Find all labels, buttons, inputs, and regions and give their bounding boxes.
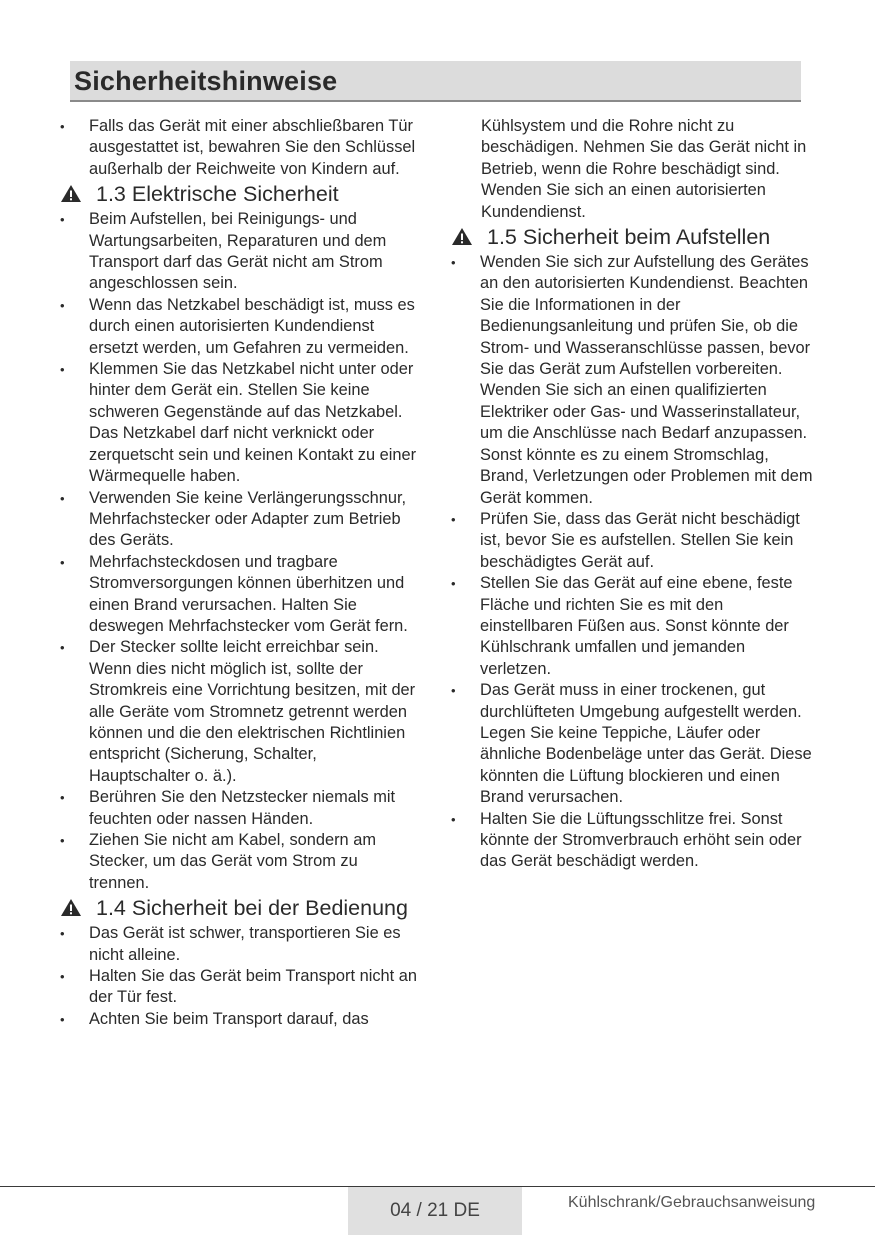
list-item: • Mehrfachsteckdosen und tragbare Stromversorgungen können überhitzen und einen Brand verursachen. Halten Sie deswegen Mehrfachstecker vom Gerät fern.	[60, 552, 422, 638]
list-item: • Der Stecker sollte leicht erreichbar sein. Wenn dies nicht möglich ist, sollte der Stromkreis eine Vorrichtung besitzen, mit der alle Geräte vom Stromnetz getrennt werden können und die den elektrischen Richtlinien entspricht (Sicherung, Schalter, Hauptschalter o. ä.).	[60, 637, 422, 787]
section-heading-text: 1.5 Sicherheit beim Aufstellen	[487, 225, 771, 250]
list-item: • Wenn das Netzkabel beschädigt ist, muss es durch einen autorisierten Kundendienst ersetzt werden, um Gefahren zu vermeiden.	[60, 295, 422, 359]
list-item: • Das Gerät ist schwer, transportieren Sie es nicht alleine.	[60, 923, 422, 966]
section-1-5-list	[451, 252, 817, 873]
page-title: Sicherheitshinweise	[74, 66, 338, 96]
section-header-bar	[70, 61, 801, 102]
section-heading-text: 1.4 Sicherheit bei der Bedienung	[96, 896, 408, 921]
list-item: • Stellen Sie das Gerät auf eine ebene, feste Fläche und richten Sie es mit den einstellbaren Füßen aus. Sonst könnte der Kühlschrank umfallen und jemanden verletzen.	[451, 573, 817, 680]
intro-list	[60, 116, 422, 180]
list-item: • Berühren Sie den Netzstecker niemals mit feuchten oder nassen Händen.	[60, 787, 422, 830]
list-item: • Prüfen Sie, dass das Gerät nicht beschädigt ist, bevor Sie es aufstellen. Stellen Sie kein beschädigtes Gerät auf.	[451, 509, 817, 573]
section-1-3-list	[60, 209, 422, 894]
section-1-4-list	[60, 923, 422, 1030]
section-heading-1-3	[60, 181, 422, 209]
section-heading-1-5	[451, 224, 817, 252]
continued-paragraph: Kühlsystem und die Rohre nicht zu beschädigen. Nehmen Sie das Gerät nicht in Betrieb, wenn die Rohre beschädigt sind. Wenden Sie sich an einen autorisierten Kundendienst.	[481, 117, 807, 221]
right-column	[451, 116, 817, 873]
list-item: • Wenden Sie sich zur Aufstellung des Gerätes an den autorisierten Kundendienst. Beachten Sie die Informationen in der Bedienungsanleitung und prüfen Sie, ob die Strom- und Wasseranschlüsse passen, bevor Sie das Gerät zum Aufstellen vorbereiten. Wenden Sie sich an einen qualifizierten Elektriker oder Gas- und Wasserinstallateur, um die Anschlüsse nach Bedarf anzupassen. Sonst könnte es zu einem Stromschlag, Brand, Verletzungen oder Problemen mit dem Gerät kommen.	[451, 252, 817, 509]
list-item: • Das Gerät muss in einer trockenen, gut durchlüfteten Umgebung aufgestellt werden. Legen Sie keine Teppiche, Läufer oder ähnliche Bodenbeläge unter das Gerät. Diese könnten die Lüftung blockieren und einen Brand verursachen.	[451, 680, 817, 808]
page-number: 04 / 21 DE	[348, 1187, 522, 1235]
warning-triangle-icon	[60, 183, 82, 209]
list-item: • Falls das Gerät mit einer abschließbaren Tür ausgestattet ist, bewahren Sie den Schlüssel außerhalb der Reichweite von Kindern auf.	[60, 116, 422, 180]
list-item: • Klemmen Sie das Netzkabel nicht unter oder hinter dem Gerät ein. Stellen Sie keine schweren Gegenstände auf das Netzkabel. Das Netzkabel darf nicht verknickt oder zerquetscht sein und keinen Kontakt zu einer Wärmequelle haben.	[60, 359, 422, 487]
list-item: • Ziehen Sie nicht am Kabel, sondern am Stecker, um das Gerät vom Strom zu trennen.	[60, 830, 422, 894]
left-column	[60, 116, 422, 1030]
warning-triangle-icon	[451, 226, 473, 252]
section-heading-text: 1.3 Elektrische Sicherheit	[96, 182, 339, 207]
list-item: • Halten Sie die Lüftungsschlitze frei. Sonst könnte der Stromverbrauch erhöht sein oder das Gerät beschädigt werden.	[451, 809, 817, 873]
footer-document-title: Kühlschrank/Gebrauchsanweisung	[568, 1194, 816, 1211]
list-item: • Beim Aufstellen, bei Reinigungs- und Wartungsarbeiten, Reparaturen und dem Transport darf das Gerät nicht am Strom angeschlossen sein.	[60, 209, 422, 295]
list-item: • Halten Sie das Gerät beim Transport nicht an der Tür fest.	[60, 966, 422, 1009]
warning-triangle-icon	[60, 897, 82, 923]
list-item: • Achten Sie beim Transport darauf, das	[60, 1009, 422, 1030]
section-heading-1-4	[60, 895, 422, 923]
list-item: • Verwenden Sie keine Verlängerungsschnur, Mehrfachstecker oder Adapter zum Betrieb des Geräts.	[60, 488, 422, 552]
